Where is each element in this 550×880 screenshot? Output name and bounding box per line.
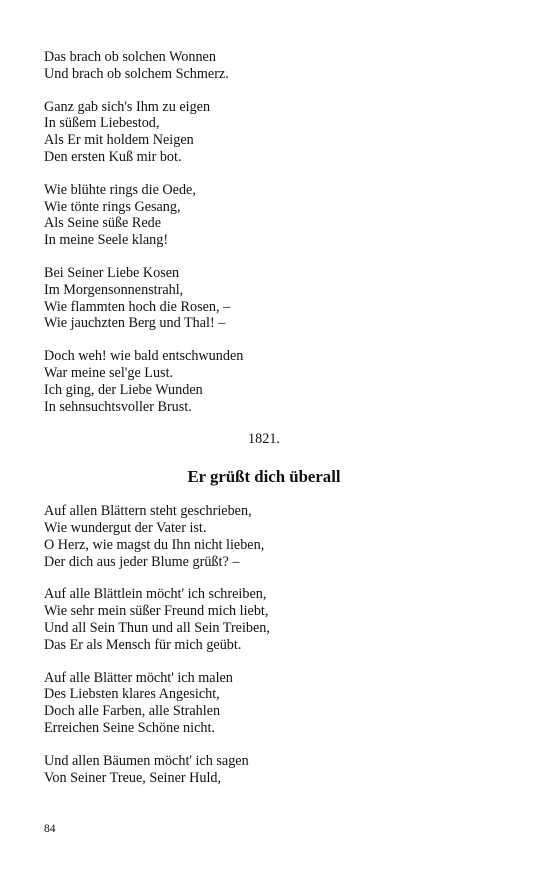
stanza — [44, 348, 484, 415]
verse-line: Des Liebsten klares Angesicht, — [44, 686, 220, 703]
poem-date: 1821. — [248, 431, 280, 448]
verse-line: Ganz gab sich's Ihm zu eigen — [44, 98, 211, 115]
stanza — [44, 503, 484, 570]
verse-line: Das brach ob solchen Wonnen — [44, 49, 216, 65]
verse-line: Und all Sein Thun und all Sein Treiben, — [44, 619, 270, 636]
verse-line: Und brach ob solchem Schmerz. — [44, 65, 229, 82]
stanza — [44, 670, 484, 737]
poem-body — [44, 503, 484, 786]
verse-line: O Herz, wie magst du Ihn nicht lieben, — [44, 536, 265, 553]
verse-line: Bei Seiner Liebe Kosen — [44, 264, 180, 281]
verse-line: In sehnsuchtsvoller Brust. — [44, 398, 192, 415]
verse-line: Als Seine süße Rede — [44, 215, 162, 232]
verse-line: In meine Seele klang! — [44, 232, 169, 249]
stanza — [44, 265, 484, 332]
verse-line: Wie flammten hoch die Rosen, – — [44, 298, 231, 315]
verse-line: Und allen Bäumen möcht' ich sagen — [44, 752, 249, 769]
verse-line: Wie jauchzten Berg und Thal! – — [44, 315, 226, 332]
verse-line: Wie wundergut der Vater ist. — [44, 519, 207, 536]
verse-line: Doch weh! wie bald entschwunden — [44, 348, 244, 365]
page-number: 84 — [44, 823, 56, 835]
stanza — [44, 586, 484, 653]
verse-line: Auf allen Blättern steht geschrieben, — [44, 503, 252, 520]
verse-line: Als Er mit holdem Neigen — [44, 132, 194, 149]
verse-line: Ich ging, der Liebe Wunden — [44, 381, 203, 398]
verse-line: Das Er als Mensch für mich geübt. — [44, 636, 242, 653]
verse-line: Den ersten Kuß mir bot. — [44, 148, 182, 165]
stanza — [44, 753, 484, 787]
verse-line: Auf alle Blättlein möcht' ich schreiben, — [44, 586, 267, 603]
verse-line: Doch alle Farben, alle Strahlen — [44, 703, 221, 720]
verse-line: War meine sel'ge Lust. — [44, 364, 174, 381]
stanza — [44, 49, 484, 83]
poem-title: Er grüßt dich überall — [187, 467, 341, 487]
verse-line: Wie blühte rings die Oede, — [44, 181, 196, 198]
poem-continuation — [44, 49, 484, 415]
stanza — [44, 182, 484, 249]
verse-line: Der dich aus jeder Blume grüßt? – — [44, 553, 240, 570]
verse-line: Wie tönte rings Gesang, — [44, 198, 181, 215]
verse-line: Von Seiner Treue, Seiner Huld, — [44, 769, 222, 786]
verse-line: Im Morgensonnenstrahl, — [44, 281, 184, 298]
verse-line: Erreichen Seine Schöne nicht. — [44, 719, 215, 736]
verse-line: Auf alle Blätter möcht' ich malen — [44, 669, 233, 686]
page-content — [44, 49, 484, 802]
verse-line: In süßem Liebestod, — [44, 115, 160, 132]
stanza — [44, 99, 484, 166]
verse-line: Wie sehr mein süßer Freund mich liebt, — [44, 603, 269, 620]
